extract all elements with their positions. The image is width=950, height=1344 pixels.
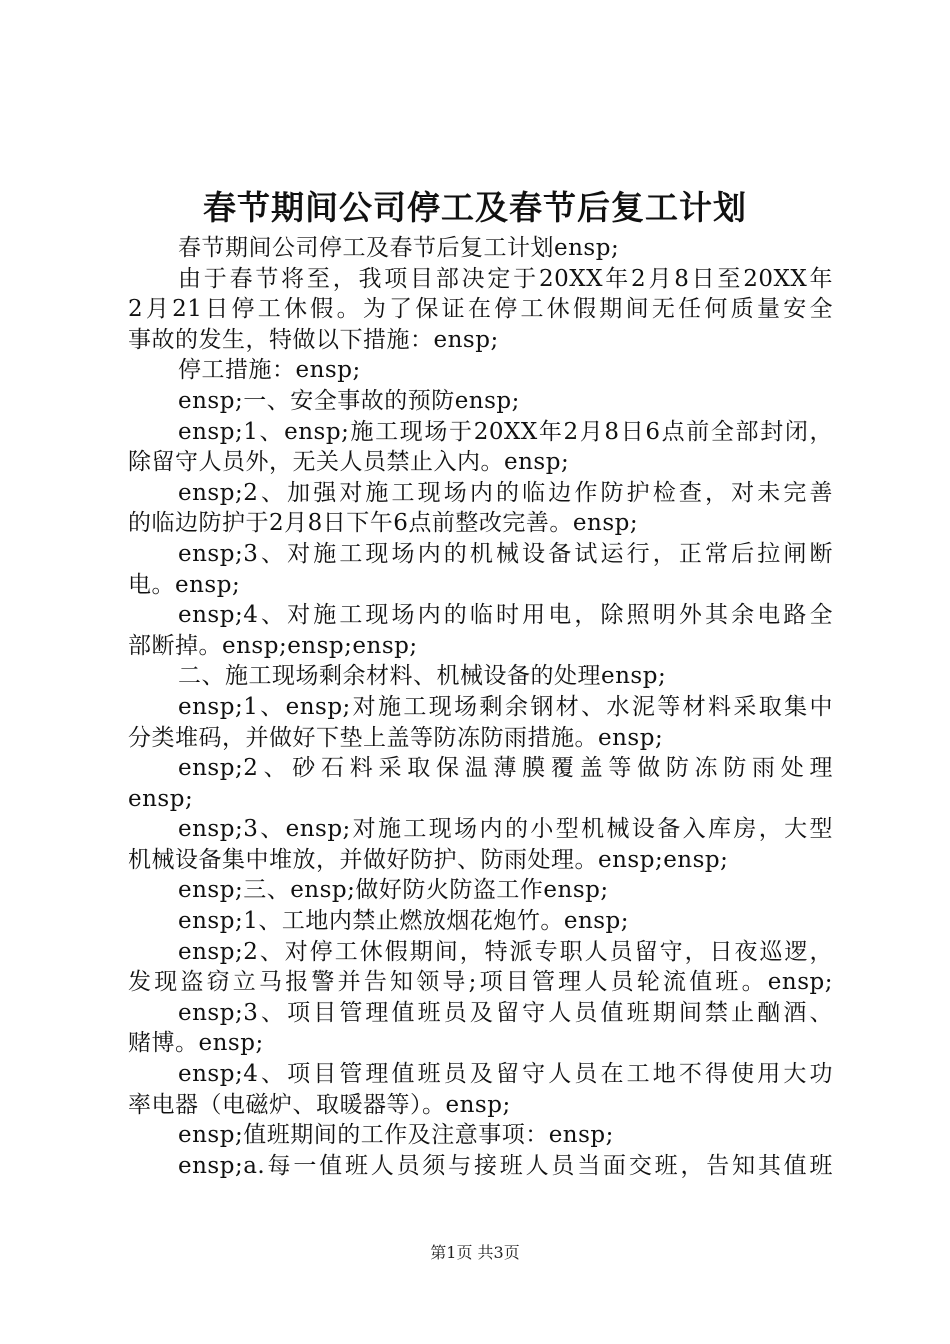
body-line: 率电器（电磁炉、取暖器等）。ensp; [128,1091,511,1118]
body-line: 春节期间公司停工及春节后复工计划ensp; [178,235,620,261]
body-line: ensp;三、ensp;做好防火防盗工作ensp; [178,877,609,904]
body-line: ensp;1、工地内禁止燃放烟花炮竹。ensp; [178,908,630,935]
body-line: ensp;2、加强对施工现场内的临边作防护检查，对未完善 [178,479,833,506]
body-line: ensp;2、对停工休假期间，特派专职人员留守，日夜巡逻， [178,938,833,965]
body-line: 的临边防护于2月8日下午6点前整改完善。ensp; [128,510,639,537]
body-line: 发现盗窃立马报警并告知领导;项目管理人员轮流值班。ensp; [128,969,833,996]
body-line: 停工措施：ensp; [178,357,361,384]
body-line: 二、施工现场剩余材料、机械设备的处理ensp; [178,663,667,690]
body-line: ensp;4、项目管理值班员及留守人员在工地不得使用大功 [178,1061,833,1088]
body-line: ensp;1、ensp;对施工现场剩余钢材、水泥等材料采取集中 [178,693,833,720]
body-line: ensp;a.每一值班人员须与接班人员当面交班，告知其值班 [178,1152,833,1179]
body-line: 部断掉。ensp;ensp;ensp; [128,632,418,659]
body-line: ensp;2、砂石料采取保温薄膜覆盖等做防冻防雨处理 [178,755,833,782]
document-title: 春节期间公司停工及春节后复工计划 [203,188,747,227]
document-body [128,233,833,1181]
body-line: ensp;1、ensp;施工现场于20XX年2月8日6点前全部封闭， [178,418,833,445]
body-line: 事故的发生，特做以下措施：ensp; [128,326,499,353]
body-line: ensp;一、安全事故的预防ensp; [178,387,520,414]
body-line: ensp;值班期间的工作及注意事项：ensp; [178,1122,614,1149]
page-footer: 第1页 共3页 [430,1243,520,1262]
body-line: ensp;3、对施工现场内的机械设备试运行，正常后拉闸断 [178,540,833,567]
body-line: ensp; [128,785,194,812]
body-line: ensp;4、对施工现场内的临时用电，除照明外其余电路全 [178,602,833,629]
body-line: 赌博。ensp; [128,1030,264,1057]
body-line: 由于春节将至，我项目部决定于20XX年2月8日至20XX年 [178,265,833,292]
body-line: ensp;3、ensp;对施工现场内的小型机械设备入库房，大型 [178,816,833,843]
body-line: 机械设备集中堆放，并做好防护、防雨处理。ensp;ensp; [128,846,729,873]
body-line: 分类堆码，并做好下垫上盖等防冻防雨措施。ensp; [128,724,664,751]
body-line: 除留守人员外，无关人员禁止入内。ensp; [128,449,570,476]
body-line: 电。ensp; [128,571,241,598]
body-line: 2月21日停工休假。为了保证在停工休假期间无任何质量安全 [128,296,833,323]
body-line: ensp;3、项目管理值班员及留守人员值班期间禁止酗酒、 [178,999,833,1026]
